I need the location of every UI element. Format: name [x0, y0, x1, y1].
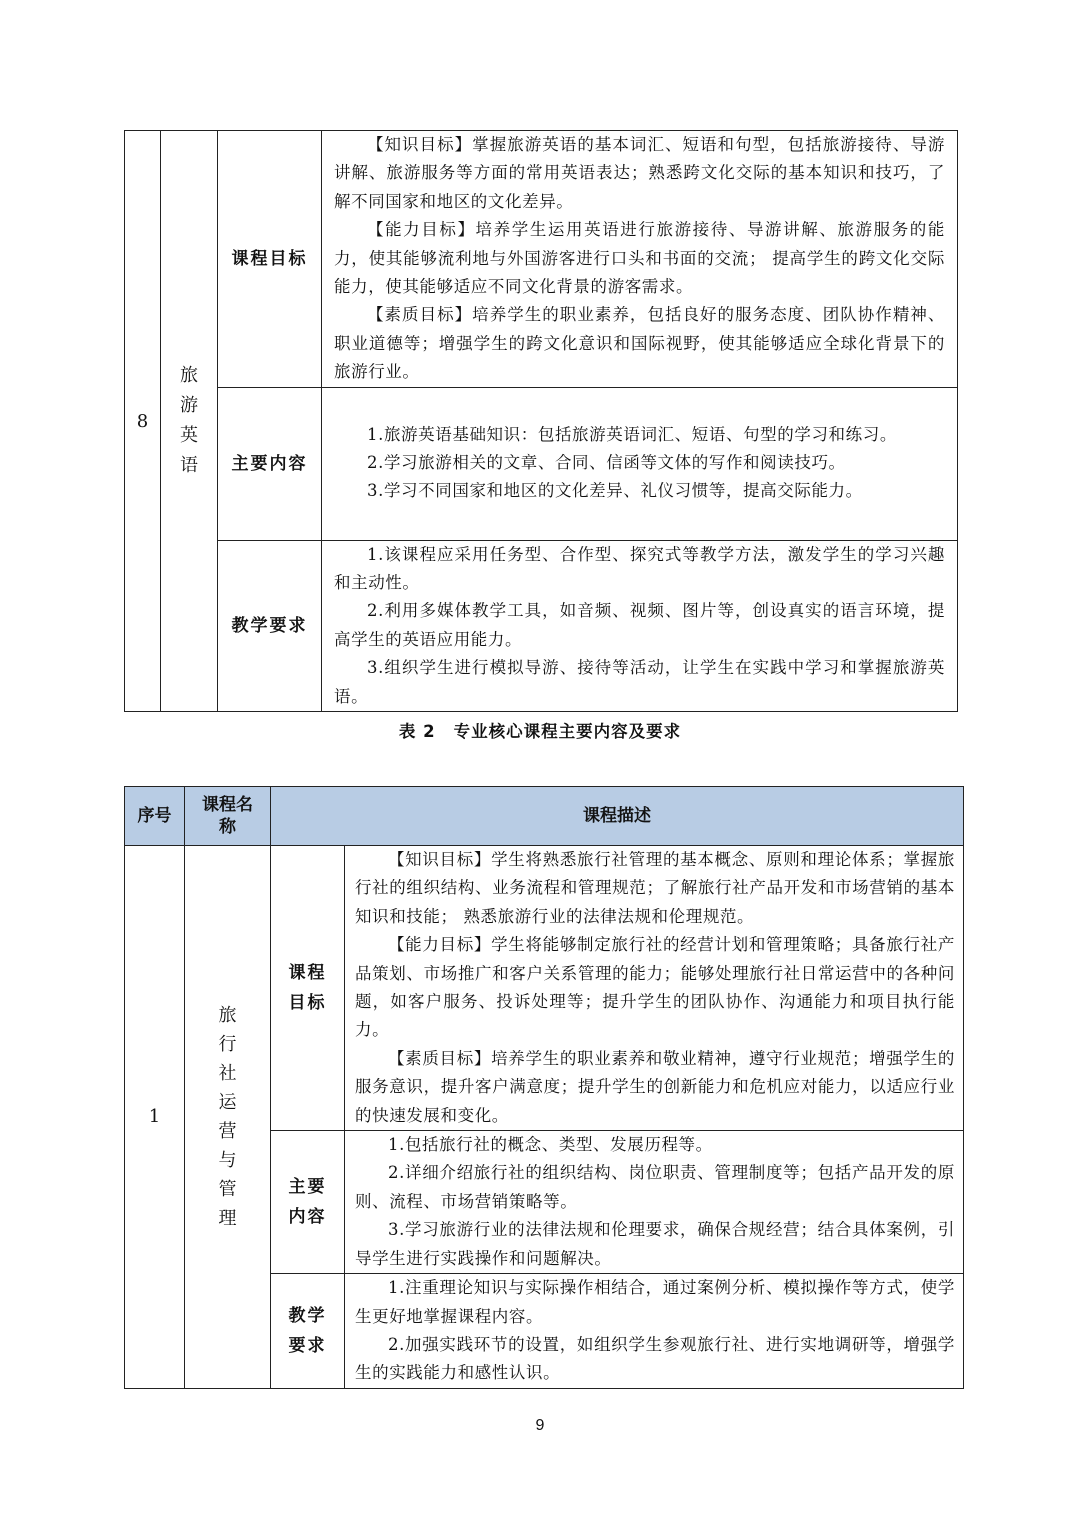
row-label-goals: 课程目标: [218, 131, 322, 388]
paragraph: 1.该课程应采用任务型、合作型、探究式等教学方法，激发学生的学习兴趣和主动性。: [334, 544, 945, 593]
page-number: 9: [535, 1417, 545, 1434]
paragraph: 2.加强实践环节的设置，如组织学生参观旅行社、进行实地调研等，增强学生的实践能力和感性认识。: [355, 1334, 955, 1383]
course-number: 8: [125, 131, 161, 712]
paragraph: 3.组织学生进行模拟导游、接待等活动，让学生在实践中学习和掌握旅游英语。: [334, 658, 945, 706]
course-number: 1: [125, 846, 185, 1389]
paragraph: 【素质目标】培养学生的职业素养和敬业精神，遵守行业规范；增强学生的服务意识，提升客户满意度；提升学生的创新能力和危机应对能力，以适应行业的快速发展和变化。: [355, 1048, 955, 1125]
course-table-continued: [124, 130, 958, 712]
row-label-requirements: 教学要求: [218, 540, 322, 711]
content-content: [322, 387, 958, 540]
content-content: [345, 1131, 964, 1274]
header-course-name: 课程名称: [185, 787, 271, 846]
paragraph: 【知识目标】学生将熟悉旅行社管理的基本概念、原则和理论体系；掌握旅行社的组织结构、业务流程和管理规范；了解旅行社产品开发和市场营销的基本知识和技能； 熟悉旅游行业的法律法规和伦理规范。: [355, 850, 955, 926]
paragraph: 2.学习旅游相关的文章、合同、信函等文体的写作和阅读技巧。: [367, 453, 846, 473]
row-label-goals: 课程目标: [271, 846, 345, 1131]
row-label-requirements: 教学要求: [271, 1274, 345, 1389]
course-name-cell: [161, 131, 218, 712]
caption-label: 表 2: [398, 722, 436, 741]
goals-content: [345, 846, 964, 1131]
core-course-table: [124, 786, 964, 1389]
paragraph: 1.注重理论知识与实际操作相结合，通过案例分析、模拟操作等方式，使学生更好地掌握课程内容。: [355, 1278, 955, 1326]
row-label-content: 主要内容: [218, 387, 322, 540]
requirements-content: [345, 1274, 964, 1389]
requirements-content: [322, 540, 958, 711]
table-caption: [0, 718, 1080, 742]
course-name: 旅行社运营与管理: [218, 1004, 237, 1229]
paragraph: 2.利用多媒体教学工具，如音频、视频、图片等，创设真实的语言环境，提高学生的英语应用能力。: [334, 601, 945, 649]
goals-content: [322, 131, 958, 388]
course-name-cell: [185, 846, 271, 1389]
caption-title: 专业核心课程主要内容及要求: [453, 722, 682, 741]
row-label-content: 主要内容: [271, 1131, 345, 1274]
paragraph: 3.学习不同国家和地区的文化差异、礼仪习惯等，提高交际能力。: [367, 481, 863, 501]
paragraph: 【知识目标】掌握旅游英语的基本词汇、短语和句型，包括旅游接待、导游讲解、旅游服务等方面的常用英语表达；熟悉跨文化交际的基本知识和技巧，了解不同国家和地区的文化差异。: [334, 135, 945, 211]
header-number: 序号: [125, 787, 185, 846]
paragraph: 1.旅游英语基础知识：包括旅游英语词汇、短语、句型的学习和练习。: [367, 424, 897, 444]
header-description: 课程描述: [271, 787, 964, 846]
course-name: 旅游英语: [180, 365, 198, 477]
paragraph: 【能力目标】培养学生运用英语进行旅游接待、导游讲解、旅游服务的能力，使其能够流利地与外国游客进行口头和书面的交流； 提高学生的跨文化交际能力，使其能够适应不同文化背景的游客需求。: [334, 220, 945, 297]
paragraph: 【素质目标】培养学生的职业素养，包括良好的服务态度、团队协作精神、职业道德等；增强学生的跨文化意识和国际视野，使其能够适应全球化背景下的旅游行业。: [334, 305, 945, 382]
paragraph: 2.详细介绍旅行社的组织结构、岗位职责、管理制度等；包括产品开发的原则、流程、市场营销策略等。: [355, 1163, 955, 1211]
paragraph: 1.包括旅行社的概念、类型、发展历程等。: [388, 1135, 713, 1155]
paragraph: 【能力目标】学生将能够制定旅行社的经营计划和管理策略；具备旅行社产品策划、市场推广和客户关系管理的能力；能够处理旅行社日常运营中的各种问题，如客户服务、投诉处理等；提升学生的团队协作、沟通能力和项目执行能力。: [355, 935, 955, 1040]
paragraph: 3.学习旅游行业的法律法规和伦理要求，确保合规经营；结合具体案例，引导学生进行实践操作和问题解决。: [355, 1220, 955, 1268]
